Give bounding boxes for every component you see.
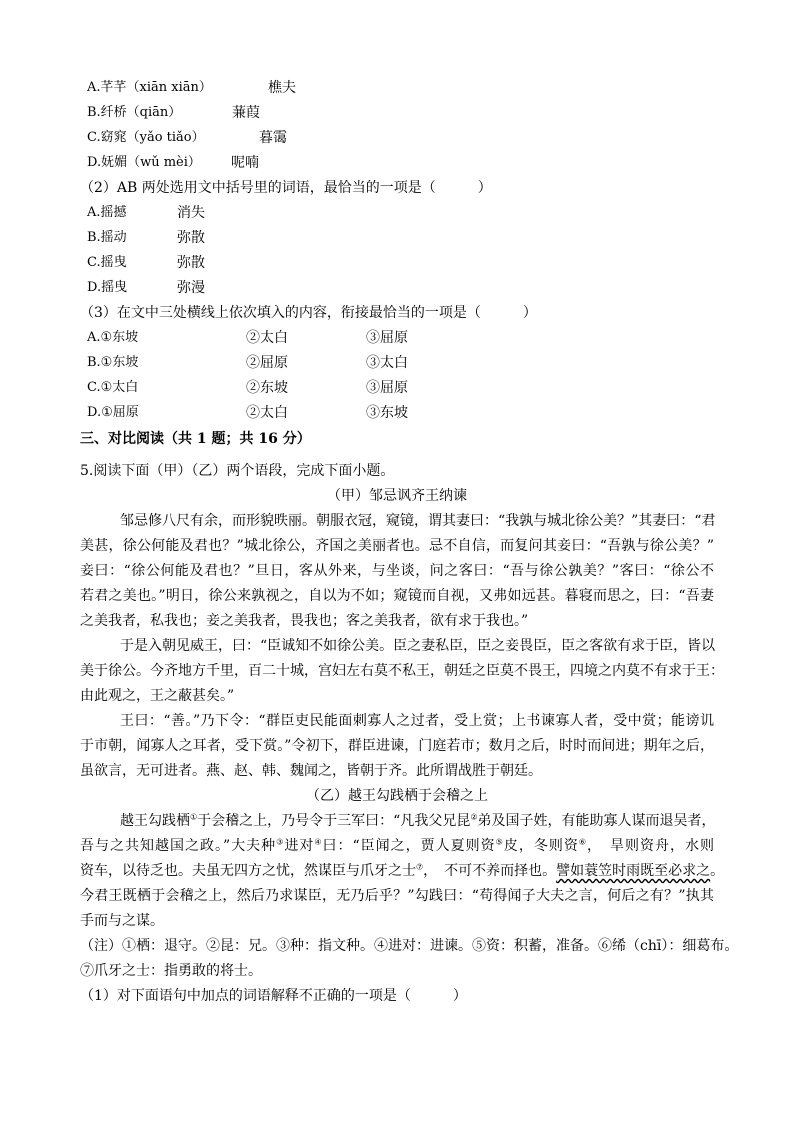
- q1-option-a-word: 樵夫: [268, 80, 296, 96]
- notes-line: （注）①栖：退守。②昆：兄。③种：指文种。④进对：进谏。⑤资：积蓄，准备。⑥𫄨（chī）：细葛布。: [80, 938, 739, 954]
- jia-line: 王曰：“善。”乃下令：“群臣吏民能面刺寡人之过者，受上赏；上书谏寡人者，受中赏；能谤讥: [120, 713, 714, 729]
- yi-text: 越王勾践栖: [120, 813, 190, 829]
- yi-line: 手而与之谋。: [80, 913, 164, 929]
- q1-option-d: [87, 153, 259, 173]
- yi-text: ， 不可不养而择也。: [423, 863, 557, 879]
- yi-line: 今君王既栖于会稽之上，然后乃求谋臣，无乃后乎？”勾践曰：“苟得闻子大夫之言，何后之有？”执其: [80, 888, 714, 904]
- q2-option-c-label: C.摇曳: [87, 255, 127, 270]
- q2-option-d: [87, 278, 205, 298]
- jia-line: 邹忌修八尺有余，而形貌昳丽。朝服衣冠，窥镜，谓其妻曰：“我孰与城北徐公美？”其妻曰：“君: [120, 513, 716, 529]
- q3-option-b: [87, 353, 408, 373]
- q2-option-b-label: B.摇动: [87, 230, 127, 245]
- jia-line: 虽欲言，无可进者。燕、赵、韩、魏闻之，皆朝于齐。此所谓战胜于朝廷。: [80, 763, 542, 779]
- q3-option-b-3: ③太白: [366, 355, 408, 371]
- q1-option-d-word: 呢喃: [231, 155, 259, 171]
- jia-title: （甲）邹忌讽齐王纳谏: [327, 488, 467, 504]
- footnote-mark: ①: [190, 812, 198, 822]
- jia-line: 之美我者，私我也；妾之美我者，畏我也；客之美我者，欲有求于我也。”: [80, 613, 529, 629]
- jia-line: 美于徐公。今齐地方千里，百二十城，宫妇左右莫不私王，朝廷之臣莫不畏王，四境之内莫不有求于王：: [80, 663, 724, 679]
- q3-option-d-1: D.①屈原: [87, 405, 139, 420]
- yi-line: [80, 836, 714, 856]
- q2-option-a-word: 消失: [177, 205, 205, 221]
- q3-option-a-3: ③屈原: [366, 330, 408, 346]
- yi-text: 弟及国子姓，有能助寡人谋而退吴者，: [477, 813, 716, 829]
- yi-text: ， 旱则资舟，水则: [587, 838, 714, 854]
- q2-option-c: [87, 253, 205, 273]
- q2-option-a-label: A.摇撼: [87, 205, 127, 220]
- q2-option-b-word: 弥散: [177, 230, 205, 246]
- yi-text: 皮，冬则资: [503, 838, 579, 854]
- q5-1-stem: （1）对下面语句中加点的词语解释不正确的一项是（ ）: [80, 988, 467, 1004]
- q1-option-c-word: 暮霭: [259, 130, 287, 146]
- yi-text: 曰：“臣闻之，贾人夏则资: [322, 838, 496, 854]
- yi-text: 。: [710, 863, 725, 879]
- wavy-underlined-sentence: 譬如蓑笠时雨既至必求之: [556, 863, 711, 879]
- footnote-mark: ⑦: [416, 862, 424, 872]
- q1-option-b: [87, 103, 260, 123]
- footnote-mark: ⑥: [578, 837, 587, 847]
- q3-option-c-2: ②东坡: [246, 380, 288, 396]
- jia-line: 于市朝，闻寡人之耳者，受下赏。”令初下，群臣进谏，门庭若市；数月之后，时时而间进；期年之后，: [80, 738, 714, 754]
- q1-option-c-text: C.窈窕（yǎo tiǎo）: [87, 130, 205, 145]
- yi-text: 吾与之共知越国之政。”大夫种: [80, 838, 277, 854]
- yi-text: 进对: [284, 838, 315, 854]
- q3-option-a: [87, 328, 408, 348]
- q2-stem: （2）AB 两处选用文中括号里的词语，最恰当的一项是（ ）: [80, 180, 492, 196]
- jia-line: 于是入朝见威王，曰：“臣诚知不如徐公美。臣之妻私臣，臣之妾畏臣，臣之客欲有求于臣，皆以: [120, 638, 716, 654]
- jia-line: 美甚，徐公何能及君也？”城北徐公，齐国之美丽者也。忌不自信，而复问其妾曰：“吾孰与徐公美？”: [80, 538, 714, 554]
- q1-option-c: [87, 128, 287, 148]
- jia-line: 若君之美也。”明日，徐公来孰视之，自以为不如；窥镜而自视，又弗如远甚。暮寝而思之，曰：“吾妻: [80, 588, 714, 604]
- q2-option-d-label: D.摇曳: [87, 280, 128, 295]
- q3-option-a-2: ②太白: [246, 330, 288, 346]
- q2-option-c-word: 弥散: [177, 255, 205, 271]
- q1-option-b-text: B.纤桥（qiān）: [87, 105, 182, 120]
- q3-option-d-3: ③东坡: [366, 405, 408, 421]
- footnote-mark: ⑤: [495, 837, 504, 847]
- q5-intro: 5.阅读下面（甲）（乙）两个语段，完成下面小题。: [80, 463, 395, 479]
- q3-option-d: [87, 403, 408, 423]
- q3-option-c: [87, 378, 408, 398]
- q1-option-a: [87, 78, 296, 98]
- footnote-mark: ③: [276, 837, 285, 847]
- q1-option-b-word: 蒹葭: [232, 105, 260, 121]
- jia-line: 妾曰：“徐公何能及君也？”旦日，客从外来，与坐谈，问之客曰：“吾与徐公孰美？”客曰：“徐公不: [80, 563, 714, 579]
- q2-option-b: [87, 228, 205, 248]
- jia-line: 由此观之，王之蔽甚矣。”: [80, 688, 235, 704]
- yi-line: [80, 861, 725, 881]
- q3-option-a-1: A.①东坡: [87, 330, 139, 345]
- q1-option-a-text: A.芊芊（xiān xiān）: [87, 80, 212, 95]
- footnote-mark: ④: [314, 837, 323, 847]
- section-title: 三、对比阅读（共 1 题；共 16 分）: [80, 431, 311, 447]
- q3-option-b-1: B.①东坡: [87, 355, 139, 370]
- yi-text: 于会稽之上，乃号令于三军曰：“凡我父兄昆: [197, 813, 471, 829]
- q3-option-c-1: C.①太白: [87, 380, 139, 395]
- q3-option-b-2: ②屈原: [246, 355, 288, 371]
- yi-text: 资车，以待乏也。夫虽无四方之忧，然谋臣与爪牙之士: [80, 863, 416, 879]
- yi-line: [120, 811, 714, 831]
- q3-option-d-2: ②太白: [246, 405, 288, 421]
- q3-option-c-3: ③屈原: [366, 380, 408, 396]
- q3-stem: （3）在文中三处横线上依次填入的内容，衔接最恰当的一项是（ ）: [80, 305, 537, 321]
- q2-option-d-word: 弥漫: [177, 280, 205, 296]
- notes-line: ⑦爪牙之士：指勇敢的将士。: [80, 963, 262, 979]
- yi-title: （乙）越王勾践栖于会稽之上: [306, 788, 488, 804]
- q1-option-d-text: D.妩媚（wǔ mèi）: [87, 155, 201, 170]
- footnote-mark: ②: [470, 812, 478, 822]
- q2-option-a: [87, 203, 205, 223]
